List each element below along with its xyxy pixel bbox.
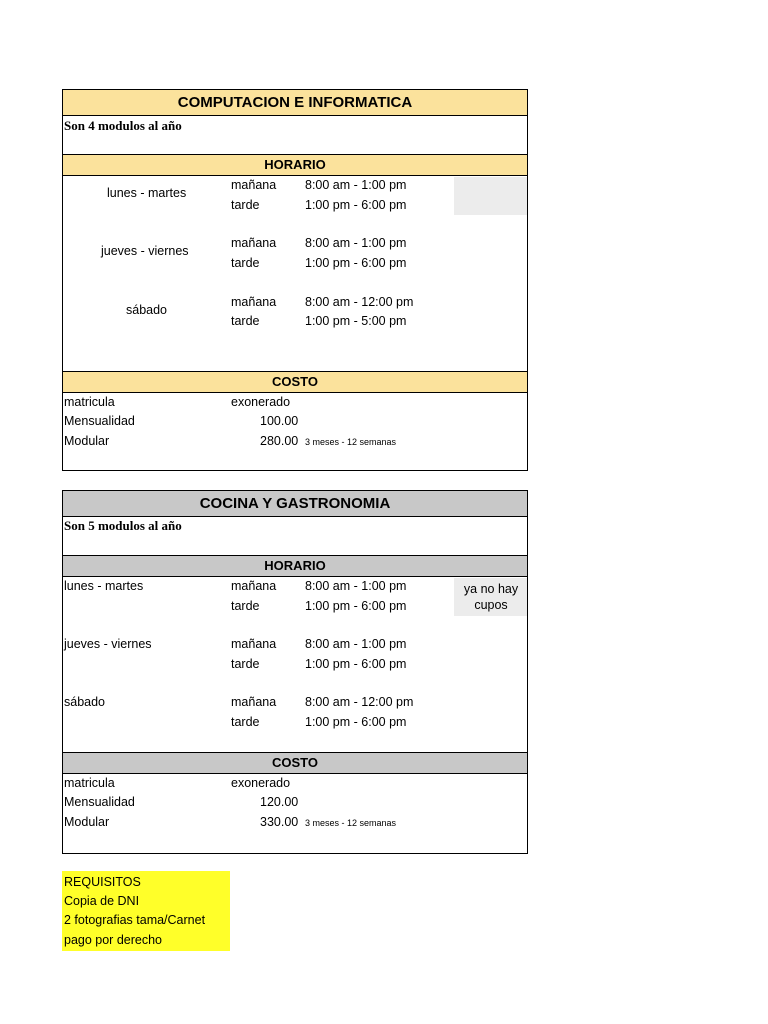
no-cupos-note: ya no hay cupos bbox=[463, 582, 519, 612]
cost-label: Modular bbox=[64, 434, 110, 448]
schedule-shift: tarde bbox=[231, 657, 260, 671]
schedule-days: sábado bbox=[126, 303, 168, 317]
schedule-days: jueves - viernes bbox=[64, 637, 152, 651]
schedule-shift: tarde bbox=[231, 599, 260, 613]
schedule-days: lunes - martes bbox=[107, 186, 187, 200]
cost-value: 330.00 bbox=[260, 815, 299, 829]
cost-note: 3 meses - 12 semanas bbox=[305, 437, 397, 447]
requisitos-item: Copia de DNI bbox=[64, 894, 140, 908]
schedule-time: 1:00 pm - 6:00 pm bbox=[305, 599, 407, 613]
cost-value: exonerado bbox=[231, 776, 291, 790]
schedule-time: 8:00 am - 1:00 pm bbox=[305, 178, 407, 192]
schedule-time: 1:00 pm - 6:00 pm bbox=[305, 715, 407, 729]
schedule-shift: mañana bbox=[231, 236, 277, 250]
cocina-horario-header: HORARIO bbox=[62, 555, 528, 577]
computacion-horario-header: HORARIO bbox=[62, 154, 528, 176]
computacion-shaded-cell bbox=[454, 177, 527, 215]
computacion-description: Son 4 modulos al año bbox=[64, 118, 182, 133]
cost-label: Modular bbox=[64, 815, 110, 829]
cost-label: Mensualidad bbox=[64, 795, 135, 809]
schedule-shift: mañana bbox=[231, 579, 277, 593]
schedule-time: 8:00 am - 1:00 pm bbox=[305, 236, 407, 250]
schedule-shift: tarde bbox=[231, 198, 260, 212]
cost-label: Mensualidad bbox=[64, 414, 135, 428]
schedule-time: 8:00 am - 12:00 pm bbox=[305, 695, 414, 709]
requisitos-item: 2 fotografias tama/Carnet bbox=[64, 913, 206, 927]
computacion-costo-header: COSTO bbox=[62, 371, 528, 393]
cost-label: matricula bbox=[64, 395, 115, 409]
schedule-shift: tarde bbox=[231, 256, 260, 270]
schedule-shift: mañana bbox=[231, 637, 277, 651]
schedule-time: 1:00 pm - 6:00 pm bbox=[305, 657, 407, 671]
schedule-shift: mañana bbox=[231, 295, 277, 309]
cost-value: exonerado bbox=[231, 395, 291, 409]
schedule-days: lunes - martes bbox=[64, 579, 144, 593]
cost-note: 3 meses - 12 semanas bbox=[305, 818, 397, 828]
cocina-description: Son 5 modulos al año bbox=[64, 518, 182, 533]
cocina-costo-header: COSTO bbox=[62, 752, 528, 774]
schedule-shift: tarde bbox=[231, 715, 260, 729]
schedule-time: 8:00 am - 1:00 pm bbox=[305, 637, 407, 651]
schedule-time: 8:00 am - 12:00 pm bbox=[305, 295, 414, 309]
computacion-title: COMPUTACION E INFORMATICA bbox=[62, 89, 528, 116]
cost-value: 120.00 bbox=[260, 795, 299, 809]
requisitos-title: REQUISITOS bbox=[64, 875, 141, 889]
cost-value: 100.00 bbox=[260, 414, 299, 428]
schedule-shift: tarde bbox=[231, 314, 260, 328]
schedule-time: 8:00 am - 1:00 pm bbox=[305, 579, 407, 593]
cocina-title: COCINA Y GASTRONOMIA bbox=[62, 490, 528, 517]
schedule-days: sábado bbox=[64, 695, 106, 709]
schedule-time: 1:00 pm - 6:00 pm bbox=[305, 198, 407, 212]
schedule-time: 1:00 pm - 6:00 pm bbox=[305, 256, 407, 270]
schedule-shift: mañana bbox=[231, 695, 277, 709]
schedule-time: 1:00 pm - 5:00 pm bbox=[305, 314, 407, 328]
schedule-shift: mañana bbox=[231, 178, 277, 192]
cost-label: matricula bbox=[64, 776, 115, 790]
requisitos-item: pago por derecho bbox=[64, 933, 162, 947]
cost-value: 280.00 bbox=[260, 434, 299, 448]
schedule-days: jueves - viernes bbox=[101, 244, 189, 258]
